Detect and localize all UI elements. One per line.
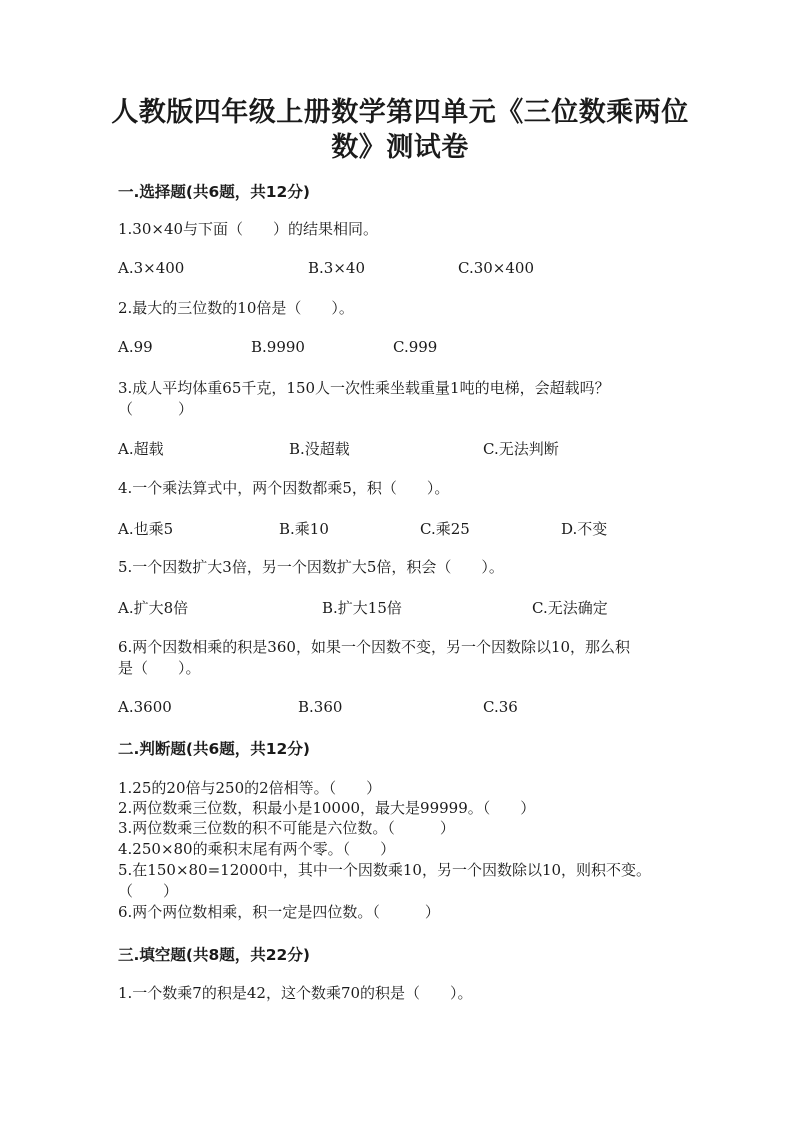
option-a: A.也乘5 — [118, 520, 174, 538]
question-text: 1.一个数乘7的积是42，这个数乘70的积是（ ）。 — [118, 984, 473, 1002]
option-a: A.99 — [118, 338, 153, 356]
question-text: 1.30×40与下面（ ）的结果相同。 — [118, 220, 379, 238]
question-text: 2.最大的三位数的10倍是（ ）。 — [118, 299, 354, 317]
question-text-continued: （ ） — [118, 400, 194, 418]
option-c: C.无法判断 — [483, 440, 559, 458]
option-c: C.999 — [393, 338, 438, 356]
question-text: 5.一个因数扩大3倍，另一个因数扩大5倍，积会（ ）。 — [118, 558, 504, 576]
question-text: 3.成人平均体重65千克，150人一次性乘坐载重量1吨的电梯，会超载吗？ — [118, 379, 610, 397]
section-heading-choice: 一.选择题(共6题，共12分) — [118, 183, 310, 201]
option-c: C.乘25 — [420, 520, 470, 538]
option-a: A.3×400 — [118, 259, 185, 277]
option-b: B.扩大15倍 — [322, 599, 402, 617]
judge-item: 4.250×80的乘积末尾有两个零。（ ） — [118, 840, 396, 858]
page-title-line2: 数》测试卷 — [331, 132, 469, 163]
section-heading-fill: 三.填空题(共8题，共22分) — [118, 946, 310, 964]
judge-item: 3.两位数乘三位数的积不可能是六位数。（ ） — [118, 819, 455, 837]
question-text: 4.一个乘法算式中，两个因数都乘5，积（ ）。 — [118, 479, 450, 497]
option-a: A.3600 — [118, 698, 172, 716]
option-c: C.30×400 — [458, 259, 534, 277]
option-a: A.超载 — [118, 440, 164, 458]
section-heading-judge: 二.判断题(共6题，共12分) — [118, 740, 310, 758]
question-text-continued: 是（ ）。 — [118, 659, 201, 677]
judge-item: 1.25的20倍与250的2倍相等。（ ） — [118, 779, 382, 797]
question-text: 6.两个因数相乘的积是360，如果一个因数不变，另一个因数除以10，那么积 — [118, 638, 631, 656]
judge-item: 5.在150×80=12000中，其中一个因数乘10，另一个因数除以10，则积不变。 — [118, 861, 652, 879]
option-d: D.不变 — [561, 520, 608, 538]
option-b: B.乘10 — [279, 520, 329, 538]
option-c: C.无法确定 — [532, 599, 608, 617]
judge-item-continued: （ ） — [118, 882, 179, 900]
page-title-line1: 人教版四年级上册数学第四单元《三位数乘两位 — [111, 97, 689, 128]
option-b: B.没超载 — [289, 440, 350, 458]
option-b: B.9990 — [251, 338, 305, 356]
option-a: A.扩大8倍 — [118, 599, 189, 617]
option-c: C.36 — [483, 698, 518, 716]
judge-item: 6.两个两位数相乘，积一定是四位数。（ ） — [118, 903, 440, 921]
judge-item: 2.两位数乘三位数，积最小是10000，最大是99999。（ ） — [118, 799, 536, 817]
option-b: B.3×40 — [308, 259, 365, 277]
option-b: B.360 — [298, 698, 343, 716]
